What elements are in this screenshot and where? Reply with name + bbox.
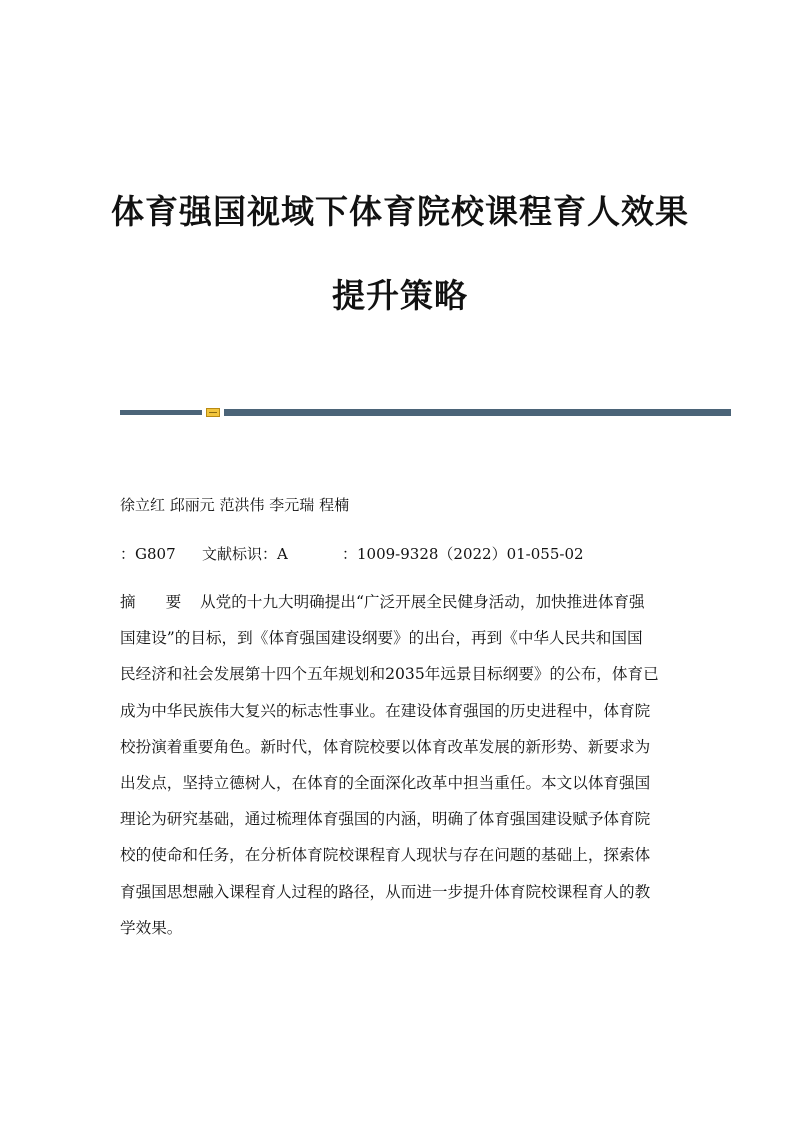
abstract [120, 584, 692, 946]
abstract-line: 民经济和社会发展第十四个五年规划和2035年远景目标纲要》的公布，体育已 [120, 665, 659, 684]
divider-bar-right [224, 409, 731, 416]
paper-title-line-2: 提升策略 [332, 276, 468, 315]
abstract-label [120, 584, 200, 620]
abstract-label-char: 摘 [120, 593, 136, 611]
divider-bar-left [120, 410, 202, 415]
author-list: 徐立红 邱丽元 范洪伟 李元瑞 程楠 [120, 496, 350, 514]
divider-badge-icon [206, 408, 220, 417]
abstract-line: 成为中华民族伟大复兴的标志性事业。在建设体育强国的历史进程中，体育院 [120, 701, 651, 720]
abstract-text: 从党的十九大明确提出“广泛开展全民健身活动，加快推进体育强 [200, 593, 645, 611]
abstract-line: 育强国思想融入课程育人过程的路径，从而进一步提升体育院校课程育人的教 [120, 882, 651, 901]
abstract-line: 国建设”的目标，到《体育强国建设纲要》的出台，再到《中华人民共和国国 [120, 629, 643, 648]
abstract-label-char: 要 [165, 593, 182, 611]
article-number: ：1009-9328（2022）01-055-02 [342, 545, 584, 563]
title-divider [120, 409, 731, 416]
abstract-line: 出发点，坚持立德树人，在体育的全面深化改革中担当重任。本文以体育强国 [120, 773, 651, 792]
abstract-line: 校的使命和任务，在分析体育院校课程育人现状与存在问题的基础上，探索体 [120, 846, 651, 865]
abstract-line: 学效果。 [120, 918, 183, 937]
document-code: 文献标识：A [202, 545, 288, 563]
abstract-line: 校扮演着重要角色。新时代，体育院校要以体育改革发展的新形势、新要求为 [120, 737, 651, 756]
classification-number: ：G807 [120, 545, 176, 563]
paper-title-line-1: 体育强国视域下体育院校课程育人效果 [111, 192, 689, 231]
abstract-line [120, 584, 692, 620]
abstract-line: 理论为研究基础，通过梳理体育强国的内涵，明确了体育强国建设赋予体育院 [120, 810, 651, 829]
